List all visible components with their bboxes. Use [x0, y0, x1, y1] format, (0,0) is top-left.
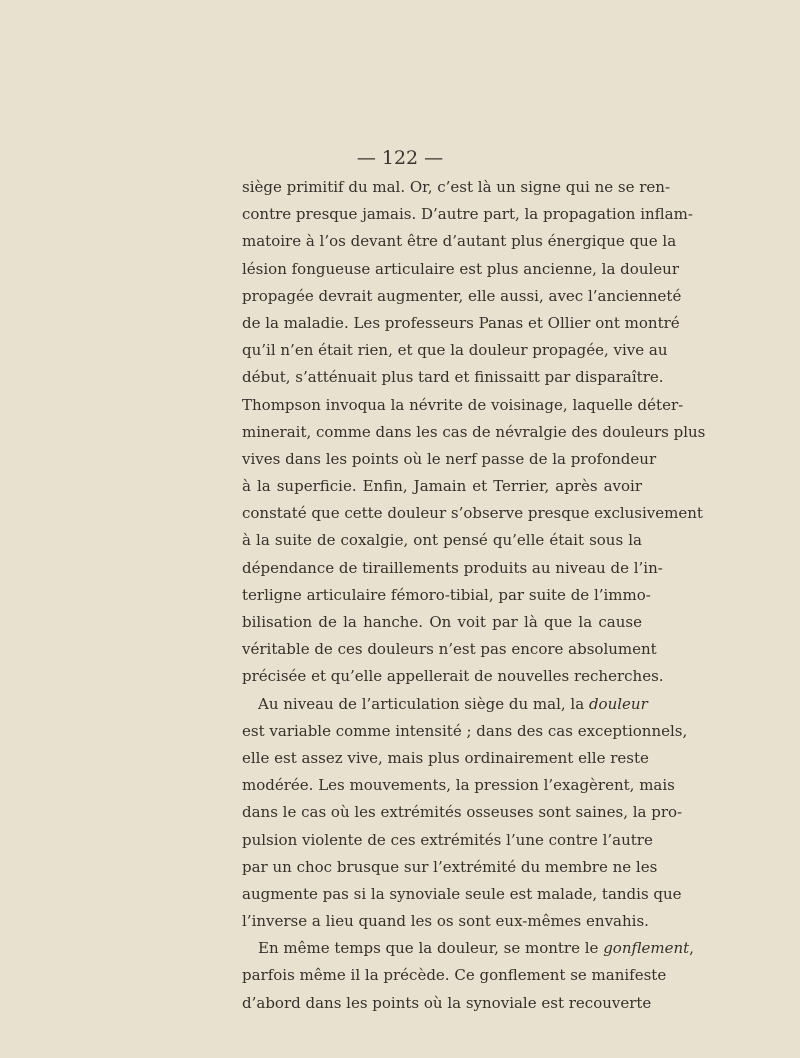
text-line: minerait, comme dans les cas de névralgie des douleurs plus [242, 422, 706, 441]
text-line: terligne articulaire fémoro-tibial, par suite de l’immo- [242, 585, 651, 604]
text-line: à la suite de coxalgie, ont pensé qu’elle était sous la [242, 531, 642, 550]
text-line: dans le cas où les extrémités osseuses sont saines, la pro- [242, 803, 683, 822]
text-line [242, 691, 648, 718]
text-line: constaté que cette douleur s’observe presque exclusivement [242, 504, 703, 523]
text-line: est variable comme intensité ; dans des cas exceptionnels, [242, 721, 688, 740]
text-line: augmente pas si la synoviale seule est malade, tandis que [242, 884, 682, 903]
text-line: par un choc brusque sur l’extrémité du membre ne les [242, 857, 658, 876]
text-line [242, 935, 694, 962]
text-line: modérée. Les mouvements, la pression l’exagèrent, mais [242, 776, 675, 795]
text-line: lésion fongueuse articulaire est plus ancienne, la douleur [242, 259, 679, 278]
text-line: qu’il n’en était rien, et que la douleur propagée, vive au [242, 341, 668, 360]
text-line: à la superficie. Enfin, Jamain et Terrier, après avoir [242, 477, 642, 496]
text-line: de la maladie. Les professeurs Panas et Ollier ont montré [242, 313, 680, 332]
text-line: propagée devrait augmenter, elle aussi, avec l’ancienneté [242, 286, 682, 305]
text-line: parfois même il la précède. Ce gonflement se manifeste [242, 966, 667, 985]
text-span: Au niveau de l’articulation siège du mal, la [258, 694, 589, 713]
italic-term: douleur [588, 694, 648, 713]
text-line: dépendance de tiraillements produits au niveau de l’in- [242, 558, 663, 577]
text-span: , [689, 939, 694, 958]
page-number: — 122 — [356, 147, 444, 169]
body-text [242, 174, 706, 1017]
text-line: d’abord dans les points où la synoviale est recouverte [242, 993, 652, 1012]
text-line: Thompson invoqua la névrite de voisinage, laquelle déter- [242, 395, 684, 414]
text-line: matoire à l’os devant être d’autant plus énergique que la [242, 232, 677, 251]
text-line: l’inverse a lieu quand les os sont eux-mêmes envahis. [242, 912, 649, 931]
text-line: précisée et qu’elle appellerait de nouvelles recherches. [242, 667, 664, 686]
text-line: pulsion violente de ces extrémités l’une contre l’autre [242, 830, 653, 849]
text-line: début, s’atténuait plus tard et finissaitt par disparaître. [242, 368, 664, 387]
text-line: contre presque jamais. D’autre part, la propagation inflam- [242, 205, 693, 224]
text-line: bilisation de la hanche. On voit par là que la cause [242, 613, 642, 631]
italic-term: gonflement [603, 939, 690, 958]
text-line: véritable de ces douleurs n’est pas encore absolument [242, 640, 657, 659]
text-line: elle est assez vive, mais plus ordinairement elle reste [242, 748, 649, 767]
text-line: siège primitif du mal. Or, c’est là un signe qui ne se ren- [242, 178, 671, 196]
text-line: vives dans les points où le nerf passe de la profondeur [242, 449, 657, 468]
text-span: En même temps que la douleur, se montre le [258, 939, 604, 958]
